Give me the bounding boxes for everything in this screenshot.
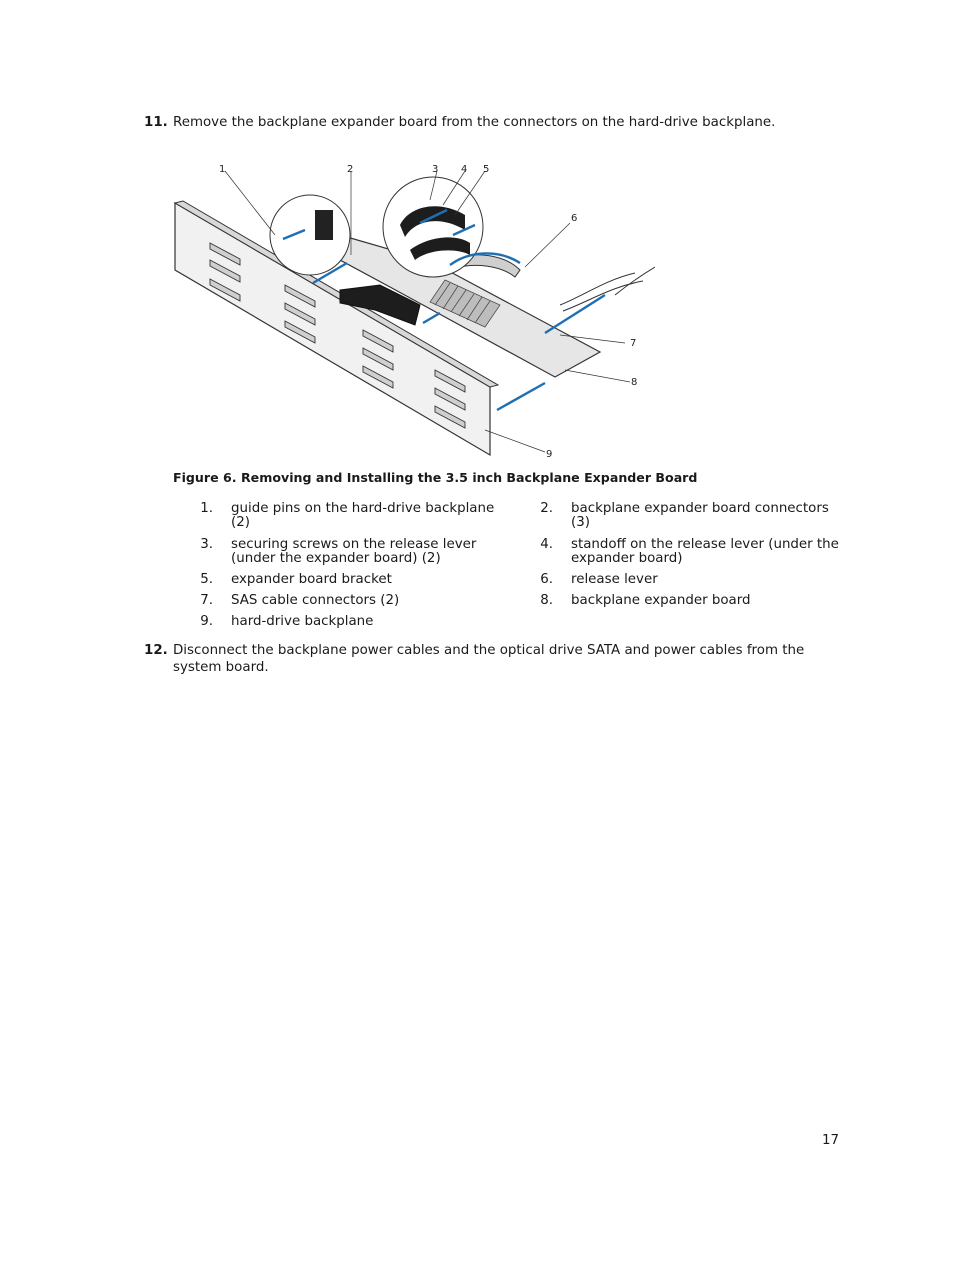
figure-caption: Figure 6. Removing and Installing the 3.5 inch Backplane Expander Board [173,470,698,485]
expander-board-illustration [165,155,655,460]
legend-number: 3. [200,537,213,552]
legend-text: SAS cable connectors (2) [231,593,400,608]
step-number: 12. [144,643,168,658]
step-text: Remove the backplane expander board from the connectors on the hard-drive backplane. [173,115,776,130]
legend-number: 7. [200,593,213,608]
legend-text: guide pins on the hard-drive backplane (2) [231,501,495,530]
legend-text: release lever [571,572,658,587]
callout-7: 7 [630,338,637,349]
callout-3: 3 [432,164,439,175]
callout-2: 2 [347,164,354,175]
legend-text: hard-drive backplane [231,614,374,629]
legend-text: backplane expander board connectors (3) [571,501,829,530]
callout-6: 6 [571,213,578,224]
callout-5: 5 [483,164,490,175]
legend-text: backplane expander board [571,593,751,608]
magnified-guide-pin [270,195,350,275]
step-text: Disconnect the backplane power cables and the optical drive SATA and power cables from the system board. [173,643,805,675]
legend-number: 2. [540,501,553,516]
sas-cables-shape [560,267,655,311]
legend-number: 1. [200,501,213,516]
page-number: 17 [822,1133,840,1148]
step-number: 11. [144,115,168,130]
legend-text: standoff on the release lever (under the expander board) [571,537,839,566]
callout-8: 8 [631,377,638,388]
expander-board-figure [165,155,655,460]
legend-number: 6. [540,572,553,587]
legend-number: 5. [200,572,213,587]
legend-number: 8. [540,593,553,608]
legend-text: expander board bracket [231,572,392,587]
legend-number: 9. [200,614,213,629]
callout-1: 1 [219,164,226,175]
callout-4: 4 [461,164,468,175]
legend-text: securing screws on the release lever (under the expander board) (2) [231,537,477,566]
legend-number: 4. [540,537,553,552]
callout-9: 9 [546,449,553,460]
